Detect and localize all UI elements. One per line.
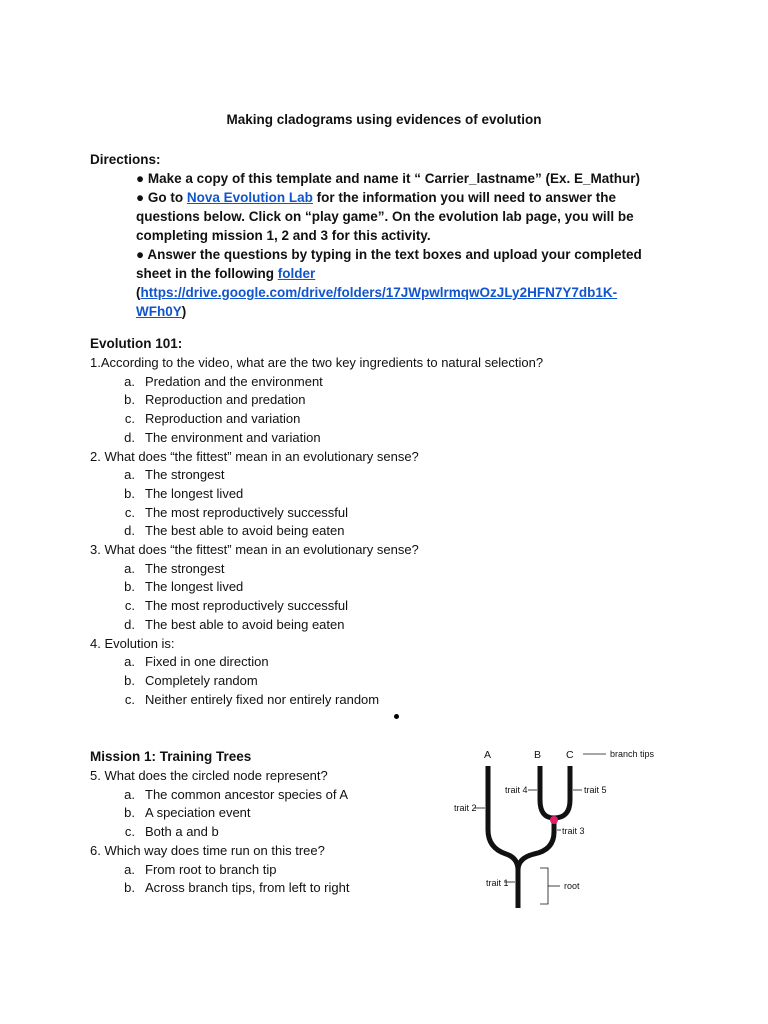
- option-letter: c.: [124, 824, 135, 840]
- option-text: From root to branch tip: [145, 861, 277, 877]
- option-text: Fixed in one direction: [145, 654, 269, 670]
- option-text: Both a and b: [145, 824, 219, 840]
- option-text: The common ancestor species of A: [145, 786, 349, 802]
- option-item: [90, 804, 349, 823]
- option-text: Completely random: [145, 672, 258, 688]
- option-item: [90, 578, 543, 597]
- directions-item-3: [136, 245, 650, 321]
- question-2-options: [90, 466, 543, 541]
- trait5-label: trait 5: [584, 785, 607, 795]
- mission-1-heading: Mission 1: Training Trees: [90, 749, 252, 764]
- trait1-label: trait 1: [486, 878, 509, 888]
- folder-link[interactable]: folder: [277, 266, 316, 281]
- option-text: Reproduction and predation: [145, 392, 306, 408]
- option-item: [90, 823, 349, 842]
- branch-stem: [518, 818, 554, 908]
- option-letter: a.: [124, 560, 135, 576]
- directions-heading: Directions:: [90, 152, 161, 167]
- option-letter: b.: [124, 579, 135, 595]
- page-title: Making cladograms using evidences of evolution: [226, 112, 542, 127]
- directions-item-2-prefix: ● Go to: [136, 190, 187, 205]
- option-item: [90, 786, 349, 805]
- option-item: [90, 373, 543, 392]
- option-letter: a.: [124, 654, 135, 670]
- branch-bc: [540, 766, 570, 818]
- directions-item-1: ● Make a copy of this template and name it “ Carrier_lastname” (Ex. E_Mathur): [136, 171, 641, 186]
- option-letter: a.: [124, 861, 135, 877]
- option-item: [90, 391, 543, 410]
- option-letter: b.: [124, 392, 135, 408]
- option-item: [90, 653, 543, 672]
- question-1-options: [90, 373, 543, 448]
- directions-item-2: [136, 188, 650, 245]
- option-text: Neither entirely fixed nor entirely random: [145, 691, 380, 707]
- option-item: [90, 466, 543, 485]
- question-5: 5. What does the circled node represent?: [90, 768, 328, 783]
- directions-section: [90, 150, 650, 321]
- option-item: [90, 879, 349, 898]
- trait4-label: trait 4: [505, 785, 528, 795]
- question-6: 6. Which way does time run on this tree?: [90, 842, 325, 858]
- option-letter: d.: [124, 429, 135, 445]
- circled-node: [550, 816, 558, 824]
- option-text: Reproduction and variation: [145, 411, 301, 427]
- option-item: [90, 410, 543, 429]
- option-text: The longest lived: [145, 485, 244, 501]
- option-item: [90, 597, 543, 616]
- root-bracket: [540, 868, 548, 904]
- option-item: [90, 485, 543, 504]
- paren-close: ): [181, 304, 187, 319]
- option-text: The best able to avoid being eaten: [145, 616, 345, 632]
- cladogram-diagram: [448, 740, 678, 916]
- option-item: [90, 616, 543, 635]
- branch-tips-label: branch tips: [610, 749, 655, 759]
- option-item: [90, 429, 543, 448]
- option-letter: c.: [124, 598, 135, 614]
- tip-label-a: A: [484, 749, 492, 761]
- option-letter: b.: [124, 880, 135, 896]
- option-letter: a.: [124, 467, 135, 483]
- evolution-101-heading: Evolution 101:: [90, 336, 183, 351]
- tip-label-c: C: [566, 749, 574, 761]
- option-item: [90, 504, 543, 523]
- option-text: Across branch tips, from left to right: [145, 880, 350, 896]
- bullet-dot: [394, 714, 399, 719]
- question-4: 4. Evolution is:: [90, 635, 175, 651]
- option-letter: b.: [124, 805, 135, 821]
- option-letter: a.: [124, 786, 135, 802]
- drive-url-link[interactable]: https://drive.google.com/drive/folders/17JWpwlrmqwOzJLy2HFN7Y7db1K-WFh0Y: [136, 285, 618, 319]
- option-letter: d.: [124, 616, 135, 632]
- option-item: [90, 560, 543, 579]
- question-3: 3. What does “the fittest” mean in an evolutionary sense?: [90, 542, 419, 558]
- mission-1-questions: [90, 767, 349, 898]
- option-text: The longest lived: [145, 579, 244, 595]
- nova-evolution-lab-link[interactable]: Nova Evolution Lab: [186, 190, 313, 205]
- option-letter: c.: [124, 504, 135, 520]
- tip-label-b: B: [534, 749, 542, 761]
- option-item: [90, 522, 543, 541]
- evolution-101-questions: [90, 354, 543, 709]
- directions-item-2-suffix: for the information you will need to answer the questions below. Click on “play game”. On the evolution lab page, you will be completing mission 1, 2 and 3 for this activity.: [136, 190, 634, 243]
- option-text: The best able to avoid being eaten: [145, 523, 345, 539]
- option-item: [90, 672, 543, 691]
- directions-item-3-prefix: ● Answer the questions by typing in the text boxes and upload your completed sheet in the following: [136, 247, 642, 281]
- trait2-label: trait 2: [454, 803, 477, 813]
- option-letter: c.: [124, 411, 135, 427]
- question-6-options: [90, 861, 349, 898]
- root-label: root: [564, 881, 580, 891]
- option-text: The strongest: [145, 467, 225, 483]
- option-text: Predation and the environment: [145, 373, 323, 389]
- option-item: [90, 691, 543, 710]
- option-text: The strongest: [145, 560, 225, 576]
- option-text: The environment and variation: [145, 429, 321, 445]
- question-4-options: [90, 653, 543, 709]
- option-letter: b.: [124, 485, 135, 501]
- question-2: 2. What does “the fittest” mean in an evolutionary sense?: [90, 448, 419, 464]
- option-text: The most reproductively successful: [145, 504, 349, 520]
- option-text: A speciation event: [145, 805, 251, 821]
- option-letter: d.: [124, 523, 135, 539]
- option-letter: c.: [124, 691, 135, 707]
- paren-open: (: [136, 285, 141, 300]
- trait3-label: trait 3: [562, 826, 585, 836]
- option-letter: a.: [124, 373, 135, 389]
- branch-a: [488, 766, 518, 870]
- question-3-options: [90, 560, 543, 635]
- question-1: 1.According to the video, what are the two key ingredients to natural selection?: [90, 355, 544, 370]
- option-item: [90, 861, 349, 880]
- option-text: The most reproductively successful: [145, 598, 349, 614]
- option-letter: b.: [124, 672, 135, 688]
- question-5-options: [90, 786, 349, 842]
- directions-list: [136, 169, 650, 321]
